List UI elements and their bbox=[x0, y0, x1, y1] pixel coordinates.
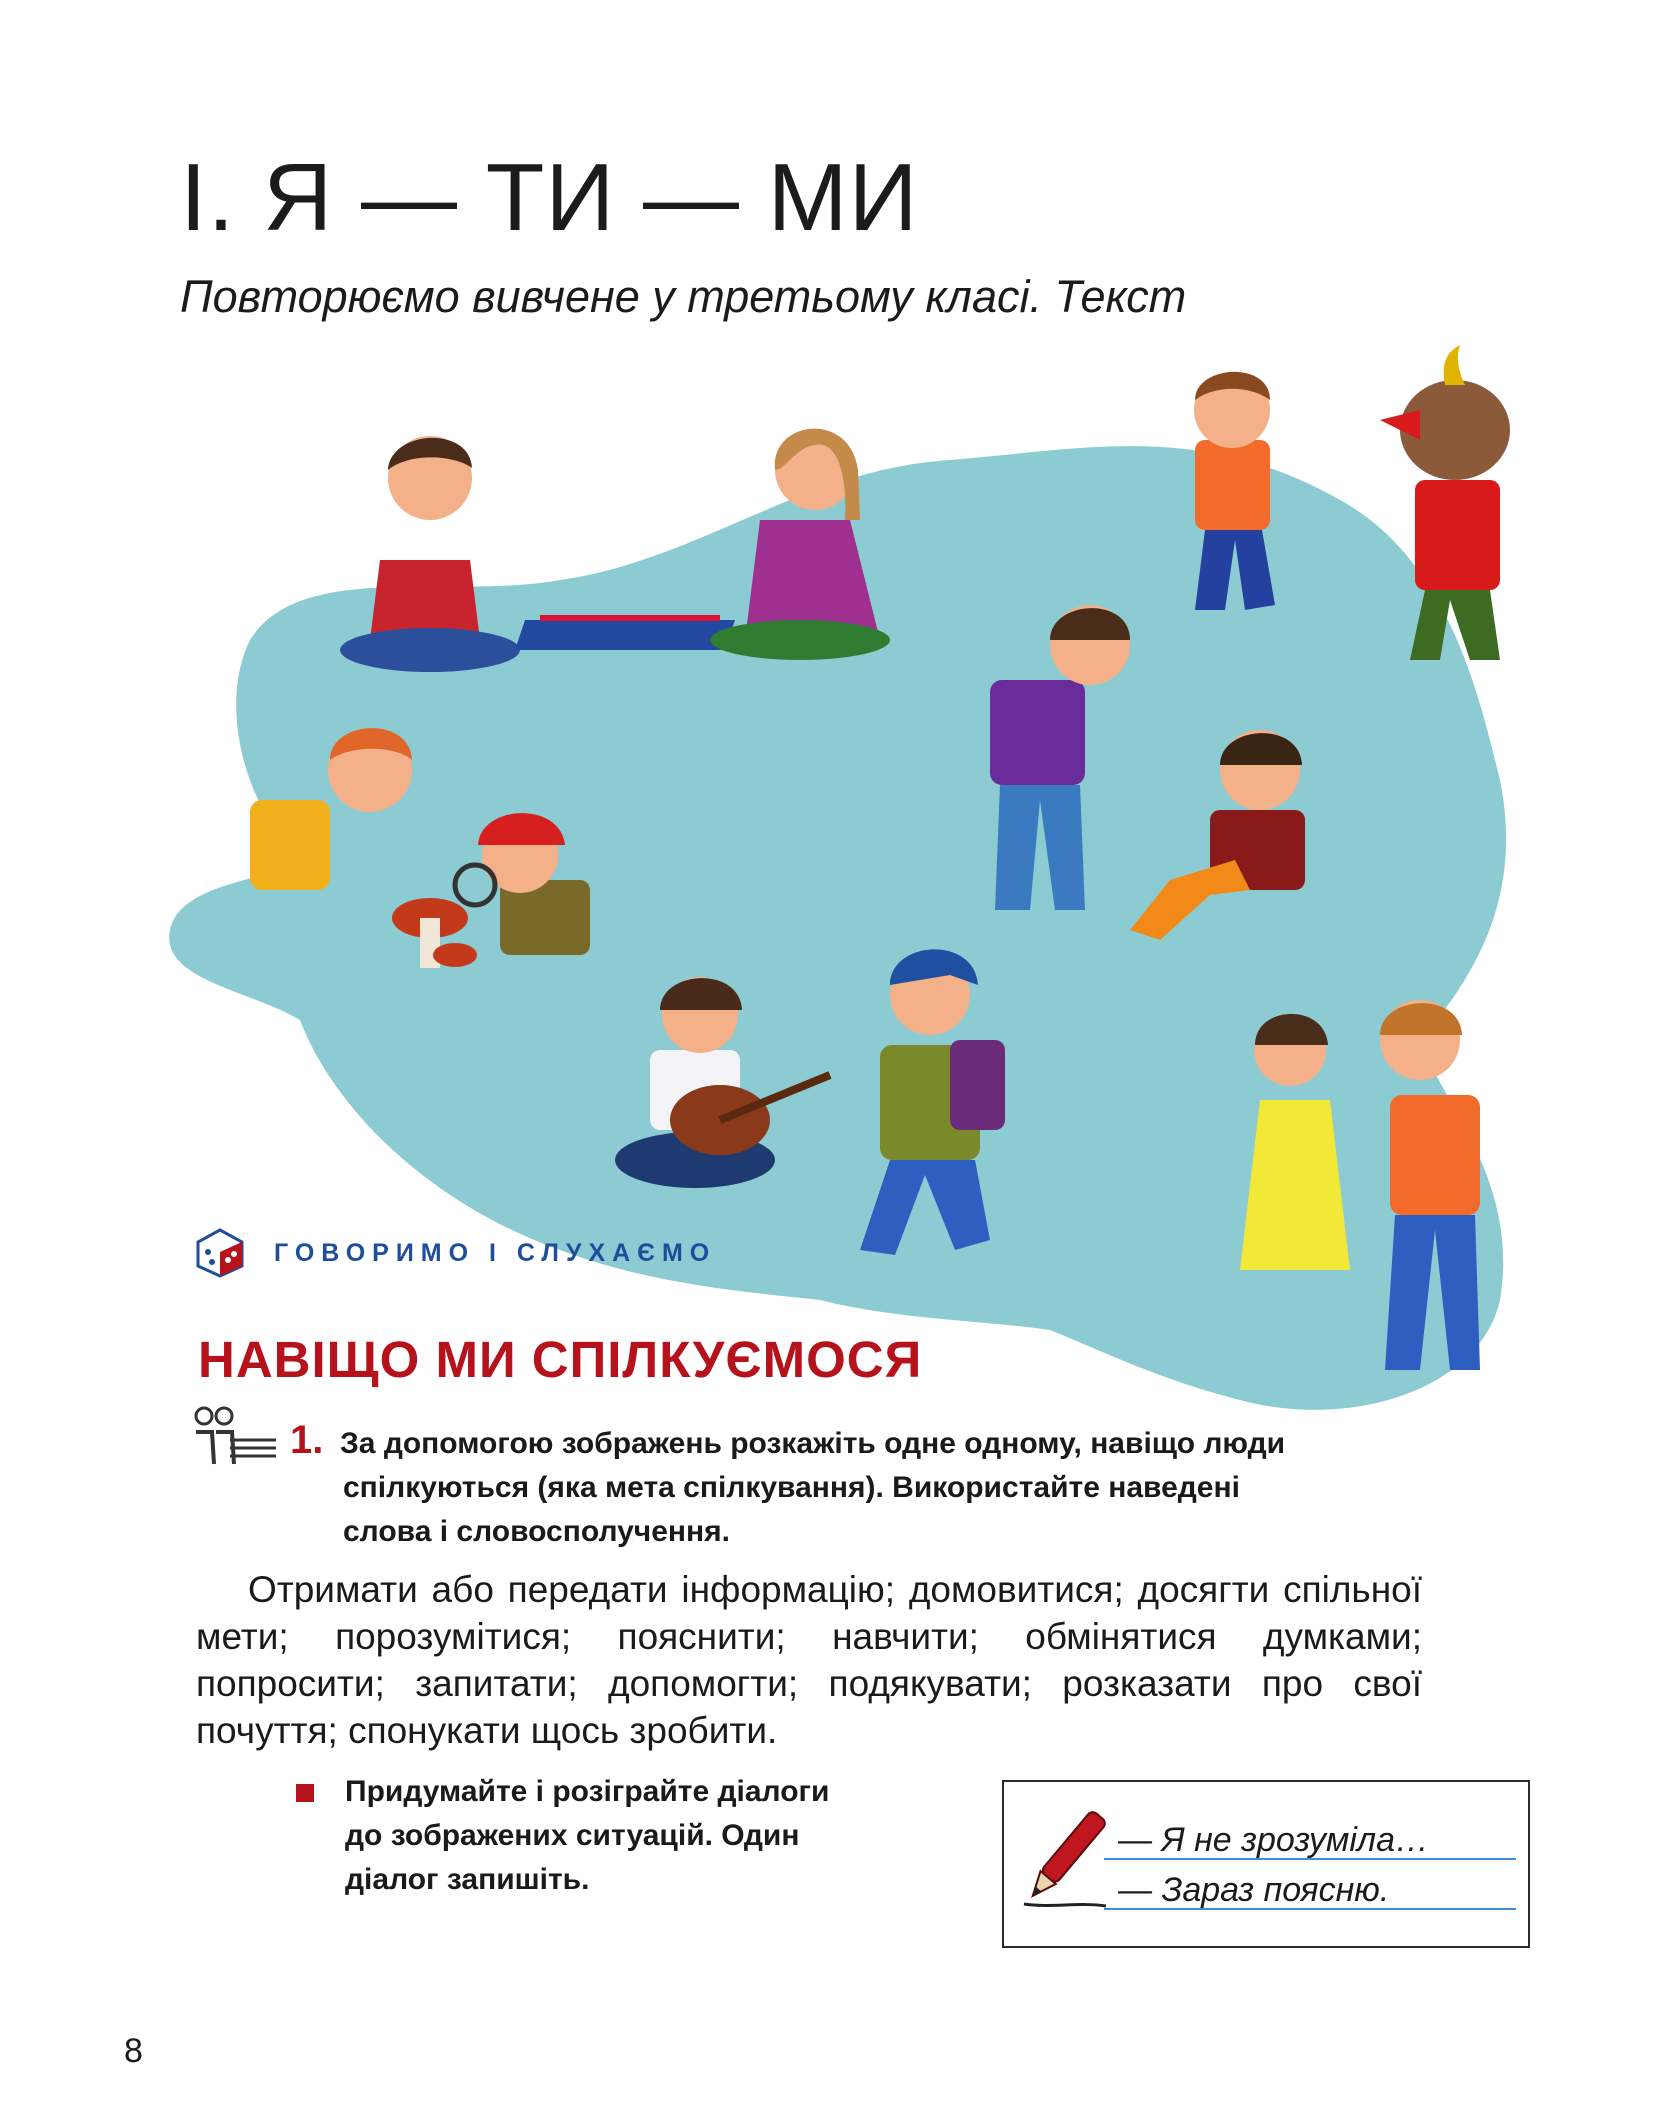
word-list-paragraph: Отримати або передати інформацію; домовитися; досягти спільної мети; порозумітися; пояснити; навчити; обмінятися думками; попросити; запитати; допомогти; подякувати; розказати про свої почуття; спонукати щось зробити. bbox=[196, 1569, 1422, 1751]
bullet-instruction bbox=[345, 1770, 885, 1902]
board-game-scene bbox=[340, 429, 890, 672]
dice-icon bbox=[196, 1228, 244, 1278]
pair-work-icon bbox=[190, 1406, 280, 1468]
dialog-example-box bbox=[1002, 1780, 1530, 1948]
page-number: 8 bbox=[124, 2032, 143, 2070]
bullet-square bbox=[296, 1784, 314, 1802]
task-line: спілкуються (яка мета спілкування). Використайте наведені bbox=[343, 1471, 1240, 1504]
task-instruction bbox=[340, 1422, 1420, 1554]
section-label: ГОВОРИМО І СЛУХАЄМО bbox=[274, 1238, 717, 1267]
bullet-line: до зображених ситуацій. Один bbox=[345, 1819, 800, 1852]
dialog-line: — Зараз поясню. bbox=[1104, 1870, 1516, 1910]
chapter-subtitle: Повторюємо вивчене у третьому класі. Текст bbox=[180, 271, 1187, 322]
task-line: За допомогою зображень розкажіть одне одному, навіщо люди bbox=[340, 1427, 1286, 1460]
pen-icon bbox=[1020, 1804, 1110, 1914]
section-header bbox=[196, 1228, 716, 1278]
task-line: слова і словосполучення. bbox=[343, 1515, 730, 1548]
section-title: НАВІЩО МИ СПІЛКУЄМОСЯ bbox=[198, 1331, 923, 1388]
chapter-title: І. Я — ТИ — МИ bbox=[180, 144, 919, 251]
dialog-line: — Я не зрозуміла… bbox=[1104, 1820, 1516, 1860]
bullet-line: Придумайте і розіграйте діалоги bbox=[345, 1775, 830, 1808]
bullet-line: діалог запишіть. bbox=[345, 1863, 590, 1896]
task-number: 1. bbox=[290, 1418, 324, 1462]
